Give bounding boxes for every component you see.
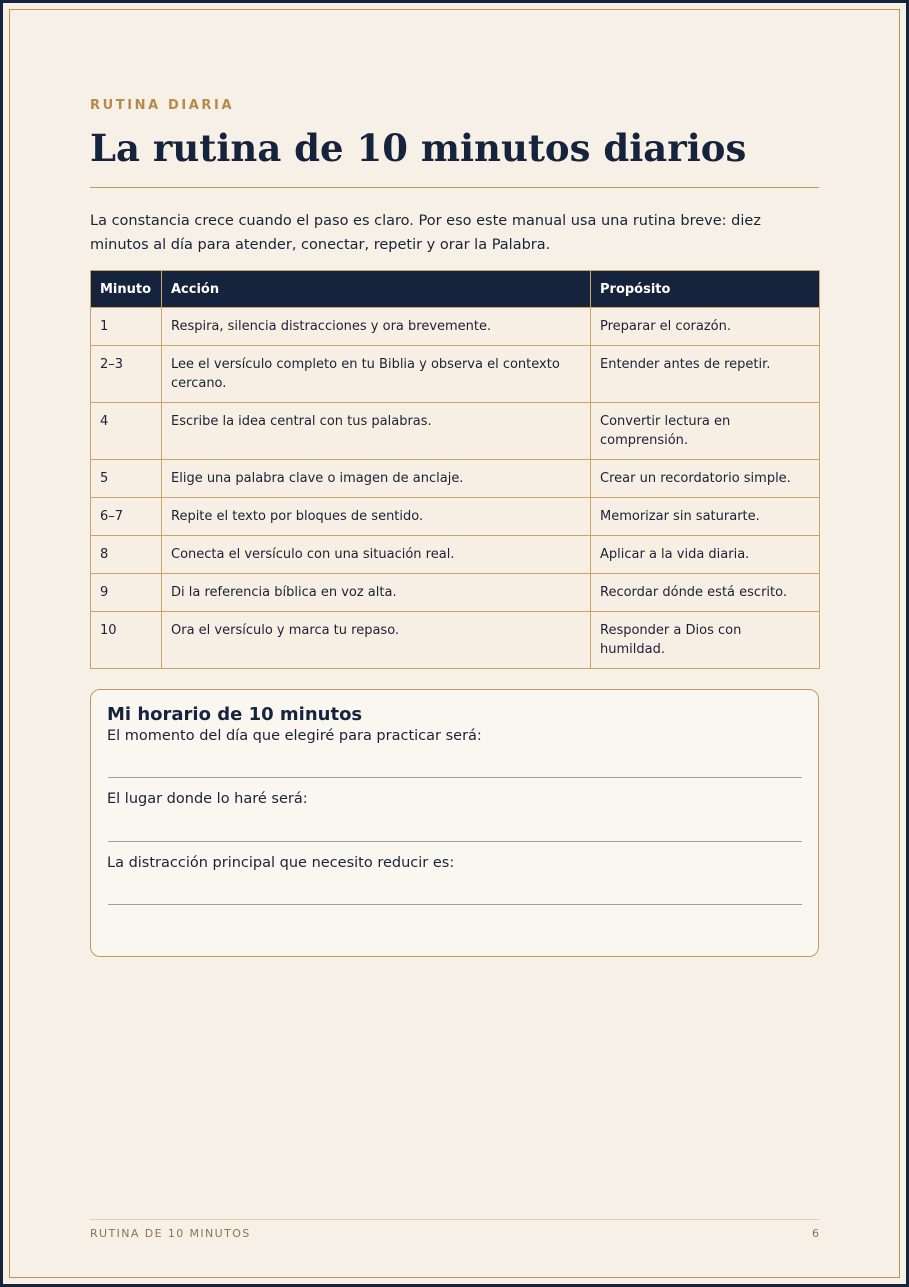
schedule-prompt-place: El lugar donde lo haré será: xyxy=(107,791,308,807)
footer-divider xyxy=(90,1219,819,1220)
column-header-minute: Minuto xyxy=(91,271,162,308)
action-cell: Repite el texto por bloques de sentido. xyxy=(162,498,591,536)
action-cell: Conecta el versículo con una situación real. xyxy=(162,536,591,574)
schedule-prompt-time: El momento del día que elegiré para practicar será: xyxy=(107,728,482,744)
minute-cell: 6–7 xyxy=(91,498,162,536)
minute-cell: 4 xyxy=(91,403,162,460)
action-cell: Lee el versículo completo en tu Biblia y observa el contexto cercano. xyxy=(162,346,591,403)
schedule-worksheet-box xyxy=(90,689,819,957)
action-cell: Di la referencia bíblica en voz alta. xyxy=(162,574,591,612)
write-in-line-place[interactable] xyxy=(108,841,802,842)
page-title: La rutina de 10 minutos diarios xyxy=(90,126,747,170)
minute-cell: 10 xyxy=(91,612,162,669)
purpose-cell: Recordar dónde está escrito. xyxy=(591,574,820,612)
action-cell: Escribe la idea central con tus palabras. xyxy=(162,403,591,460)
table-row xyxy=(91,308,820,346)
table-row xyxy=(91,460,820,498)
write-in-line-distraction[interactable] xyxy=(108,904,802,905)
intro-paragraph: La constancia crece cuando el paso es claro. Por eso este manual usa una rutina breve: diez minutos al día para atender, conectar, repetir y orar la Palabra. xyxy=(90,213,761,253)
page-number: 6 xyxy=(812,1227,819,1240)
column-header-action: Acción xyxy=(162,271,591,308)
table-row xyxy=(91,403,820,460)
table-row xyxy=(91,346,820,403)
purpose-cell: Aplicar a la vida diaria. xyxy=(591,536,820,574)
minute-cell: 8 xyxy=(91,536,162,574)
purpose-cell: Convertir lectura en comprensión. xyxy=(591,403,820,460)
table-header-row xyxy=(91,271,820,308)
table-row xyxy=(91,536,820,574)
purpose-cell: Preparar el corazón. xyxy=(591,308,820,346)
minute-cell: 2–3 xyxy=(91,346,162,403)
minute-cell: 9 xyxy=(91,574,162,612)
table-row xyxy=(91,574,820,612)
title-divider xyxy=(90,187,819,188)
purpose-cell: Memorizar sin saturarte. xyxy=(591,498,820,536)
purpose-cell: Crear un recordatorio simple. xyxy=(591,460,820,498)
purpose-cell: Responder a Dios con humildad. xyxy=(591,612,820,669)
table-row xyxy=(91,612,820,669)
section-eyebrow: RUTINA DIARIA xyxy=(90,98,235,113)
table-row xyxy=(91,498,820,536)
routine-table xyxy=(90,270,820,669)
write-in-line-time[interactable] xyxy=(108,777,802,778)
schedule-prompt-distraction: La distracción principal que necesito reducir es: xyxy=(107,855,455,871)
schedule-title: Mi horario de 10 minutos xyxy=(107,704,363,725)
minute-cell: 1 xyxy=(91,308,162,346)
column-header-purpose: Propósito xyxy=(591,271,820,308)
action-cell: Respira, silencia distracciones y ora brevemente. xyxy=(162,308,591,346)
minute-cell: 5 xyxy=(91,460,162,498)
action-cell: Elige una palabra clave o imagen de anclaje. xyxy=(162,460,591,498)
purpose-cell: Entender antes de repetir. xyxy=(591,346,820,403)
footer-running-title: RUTINA DE 10 MINUTOS xyxy=(90,1227,251,1240)
action-cell: Ora el versículo y marca tu repaso. xyxy=(162,612,591,669)
